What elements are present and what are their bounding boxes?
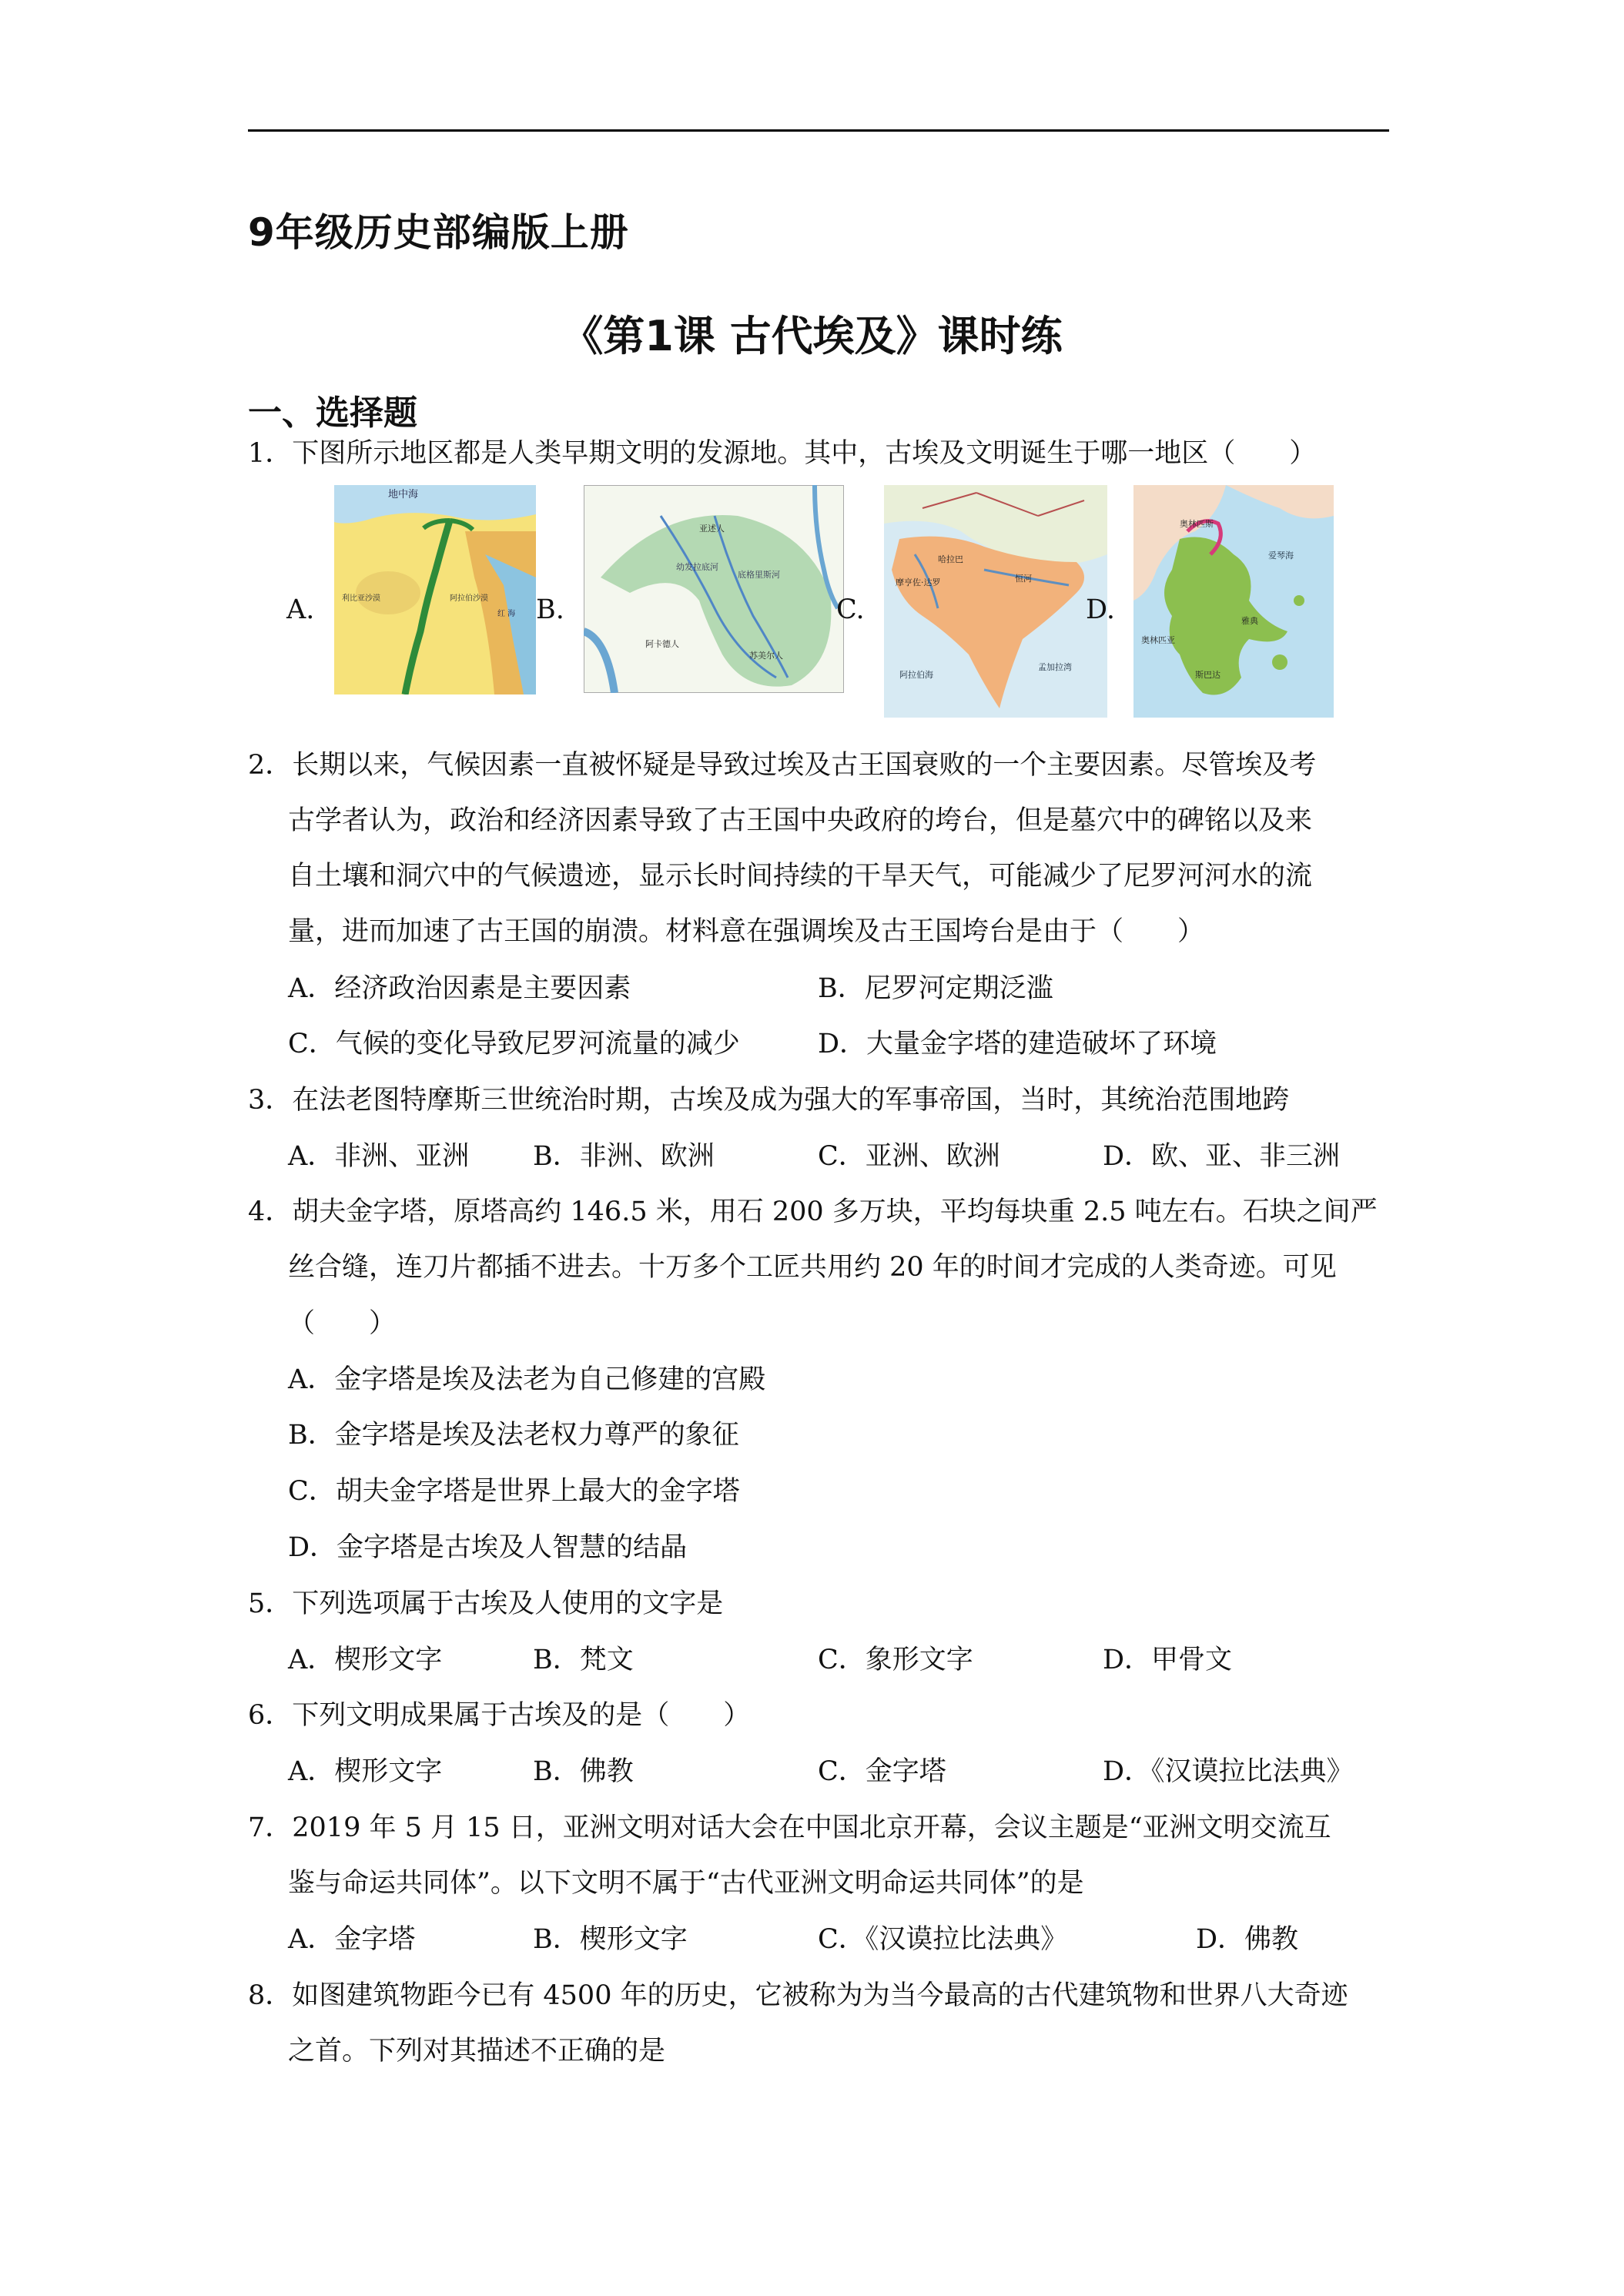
q6-option-d[interactable]: D．《汉谟拉比法典》	[1103, 1756, 1354, 1787]
q5-option-d[interactable]: D．甲骨文	[1103, 1645, 1233, 1675]
greece-map	[1133, 485, 1334, 718]
q2-option-a[interactable]: A．经济政治因素是主要因素	[288, 973, 631, 1004]
q6-option-c[interactable]: C．金字塔	[818, 1756, 946, 1787]
mesopotamia-map	[584, 485, 844, 693]
india-sea-label: 阿拉伯海	[899, 670, 933, 680]
egypt-sea-label: 地中海	[388, 489, 419, 500]
header-rule	[248, 129, 1389, 132]
meso-river1-label: 幼发拉底河	[676, 562, 718, 572]
q2-option-c[interactable]: C．气候的变化导致尼罗河流量的减少	[288, 1029, 740, 1059]
india-place1-label: 摩亨佐·达罗	[896, 577, 941, 587]
greece-place4-label: 斯巴达	[1195, 670, 1221, 680]
q4-option-c[interactable]: C．胡夫金字塔是世界上最大的金字塔	[288, 1476, 740, 1507]
q2-line-2: 古学者认为，政治和经济因素导致了古王国中央政府的垮台，但是墓穴中的碑铭以及来	[288, 805, 1313, 836]
subject-heading: 9年级历史部编版上册	[248, 210, 629, 255]
q1-option-a-label: A.	[286, 594, 315, 625]
q5-option-c[interactable]: C．象形文字	[818, 1645, 973, 1675]
q5-option-b[interactable]: B．梵文	[533, 1645, 634, 1675]
q3-option-a[interactable]: A．非洲、亚洲	[288, 1141, 470, 1172]
q7-option-a[interactable]: A．金字塔	[288, 1924, 416, 1955]
q6-option-a[interactable]: A．楔形文字	[288, 1756, 443, 1787]
meso-people1-label: 阿卡德人	[645, 639, 679, 649]
q4-option-d[interactable]: D．金字塔是古埃及人智慧的结晶	[288, 1532, 688, 1563]
egypt-place2-label: 阿拉伯沙漠	[450, 594, 488, 603]
q4-line-2: 丝合缝，连刀片都插不进去。十万多个工匠共用约 20 年的时间才完成的人类奇迹。可见	[288, 1252, 1337, 1283]
q3-option-b[interactable]: B．非洲、欧洲	[533, 1141, 715, 1172]
q5-stem: 5．下列选项属于古埃及人使用的文字是	[248, 1588, 724, 1619]
page-title: 《第1课 古代埃及》课时练	[561, 312, 1063, 360]
q1-option-c-label: C.	[836, 594, 865, 625]
greece-place1-label: 奥林匹斯	[1180, 519, 1214, 529]
q1-option-b-label: B.	[536, 594, 564, 625]
q2-line-1: 2．长期以来，气候因素一直被怀疑是导致过埃及古王国衰败的一个主要因素。尽管埃及考	[248, 750, 1317, 781]
india-place2-label: 哈拉巴	[938, 554, 963, 564]
q8-line-1: 8．如图建筑物距今已有 4500 年的历史，它被称为为当今最高的古代建筑物和世界八大奇迹	[248, 1980, 1348, 2011]
q4-option-b[interactable]: B．金字塔是埃及法老权力尊严的象征	[288, 1420, 739, 1451]
q5-option-a[interactable]: A．楔形文字	[288, 1645, 443, 1675]
greece-sea-label: 爱琴海	[1268, 551, 1294, 561]
q8-line-2: 之首。下列对其描述不正确的是	[288, 2036, 666, 2067]
q1-option-d-label: D.	[1086, 594, 1115, 625]
q4-option-a[interactable]: A．金字塔是埃及法老为自己修建的宫殿	[288, 1364, 766, 1395]
meso-river2-label: 底格里斯河	[738, 570, 780, 580]
q6-option-b[interactable]: B．佛教	[533, 1756, 634, 1787]
egypt-map	[334, 485, 536, 694]
q4-line-1: 4．胡夫金字塔，原塔高约 146.5 米，用石 200 多万块，平均每块重 2.5 吨左右。石块之间严	[248, 1197, 1378, 1227]
q2-option-b[interactable]: B．尼罗河定期泛滥	[818, 973, 1053, 1004]
q7-option-d[interactable]: D．佛教	[1196, 1924, 1299, 1955]
section-heading: 一、选择题	[248, 393, 417, 433]
egypt-place1-label: 利比亚沙漠	[342, 594, 380, 603]
meso-people2-label: 亚述人	[699, 524, 725, 534]
greece-place3-label: 雅典	[1241, 616, 1258, 626]
q2-option-d[interactable]: D．大量金字塔的建造破坏了环境	[818, 1029, 1217, 1059]
meso-people3-label: 苏美尔人	[749, 651, 783, 661]
q2-line-3: 自土壤和洞穴中的气候遗迹，显示长时间持续的干旱天气，可能减少了尼罗河河水的流	[288, 861, 1313, 892]
q1-stem: 1．下图所示地区都是人类早期文明的发源地。其中，古埃及文明诞生于哪一地区（ ）	[248, 438, 1317, 469]
q3-option-c[interactable]: C．亚洲、欧洲	[818, 1141, 1000, 1172]
india-map	[884, 485, 1107, 718]
q3-option-d[interactable]: D．欧、亚、非三洲	[1103, 1141, 1341, 1172]
egypt-sea2-label: 红 海	[497, 610, 516, 618]
greece-place2-label: 奥林匹亚	[1141, 635, 1175, 645]
q3-stem: 3．在法老图特摩斯三世统治时期，古埃及成为强大的军事帝国，当时，其统治范围地跨	[248, 1085, 1290, 1116]
q7-option-c[interactable]: C．《汉谟拉比法典》	[818, 1924, 1068, 1955]
q7-line-2: 鉴与命运共同体”。以下文明不属于“古代亚洲文明命运共同体”的是	[288, 1868, 1084, 1899]
q6-stem: 6．下列文明成果属于古埃及的是（ ）	[248, 1700, 751, 1731]
q7-option-b[interactable]: B．楔形文字	[533, 1924, 688, 1955]
india-bay-label: 孟加拉湾	[1038, 662, 1072, 672]
q7-line-1: 7．2019 年 5 月 15 日，亚洲文明对话大会在中国北京开幕，会议主题是“亚洲文明交流互	[248, 1812, 1331, 1843]
india-place3-label: 恒河	[1015, 574, 1032, 584]
q4-line-3: （ ）	[288, 1308, 397, 1339]
q2-line-4: 量，进而加速了古王国的崩溃。材料意在强调埃及古王国垮台是由于（ ）	[288, 916, 1205, 947]
